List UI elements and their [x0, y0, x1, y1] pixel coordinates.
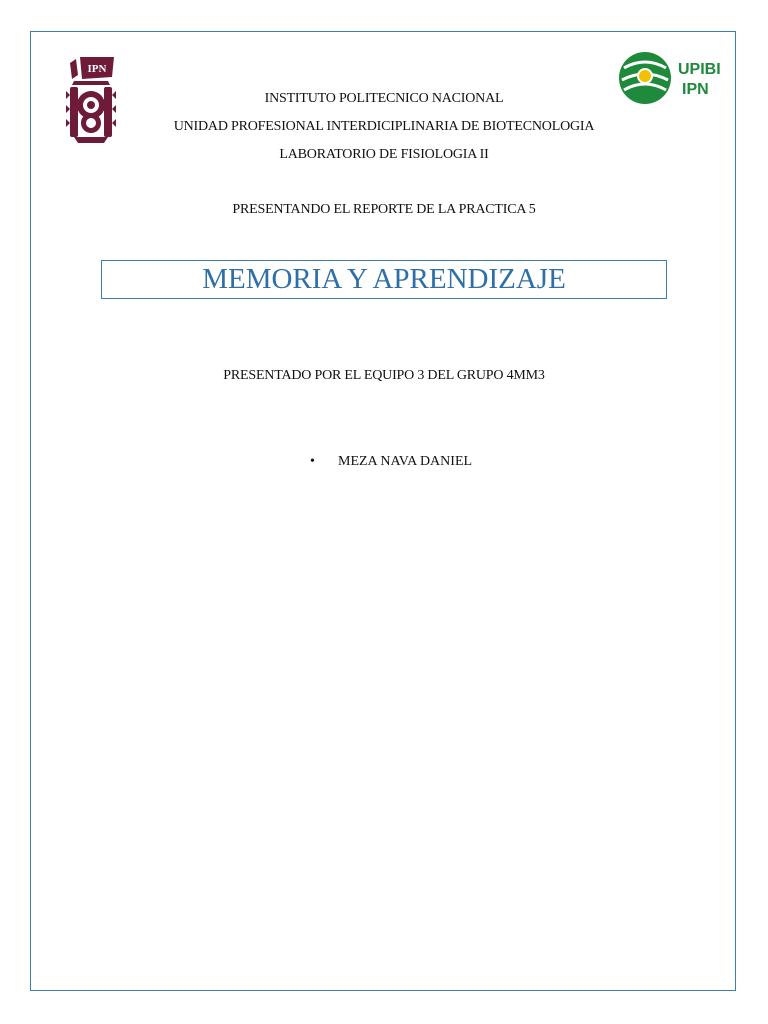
page-border: [30, 31, 736, 991]
lab-name: LABORATORIO DE FISIOLOGIA II: [279, 147, 489, 162]
bullet-icon: •: [310, 454, 315, 469]
svg-text:IPN: IPN: [87, 63, 107, 75]
institution-name: INSTITUTO POLITECNICO NACIONAL: [264, 91, 504, 106]
member-list: [310, 454, 472, 470]
page-title: MEMORIA Y APRENDIZAJE: [202, 263, 566, 295]
unit-name: UNIDAD PROFESIONAL INTERDICIPLINARIA DE BIOTECNOLOGIA: [173, 119, 595, 134]
upibi-logo-text-bottom: IPN: [682, 81, 709, 98]
member-name: MEZA NAVA DANIEL: [338, 454, 473, 469]
upibi-logo-text-top: UPIBI: [678, 61, 721, 78]
title-box: [101, 260, 667, 299]
team-line: PRESENTADO POR EL EQUIPO 3 DEL GRUPO 4MM3: [223, 368, 545, 383]
report-line: PRESENTANDO EL REPORTE DE LA PRACTICA 5: [232, 202, 536, 217]
list-item: [310, 454, 472, 470]
